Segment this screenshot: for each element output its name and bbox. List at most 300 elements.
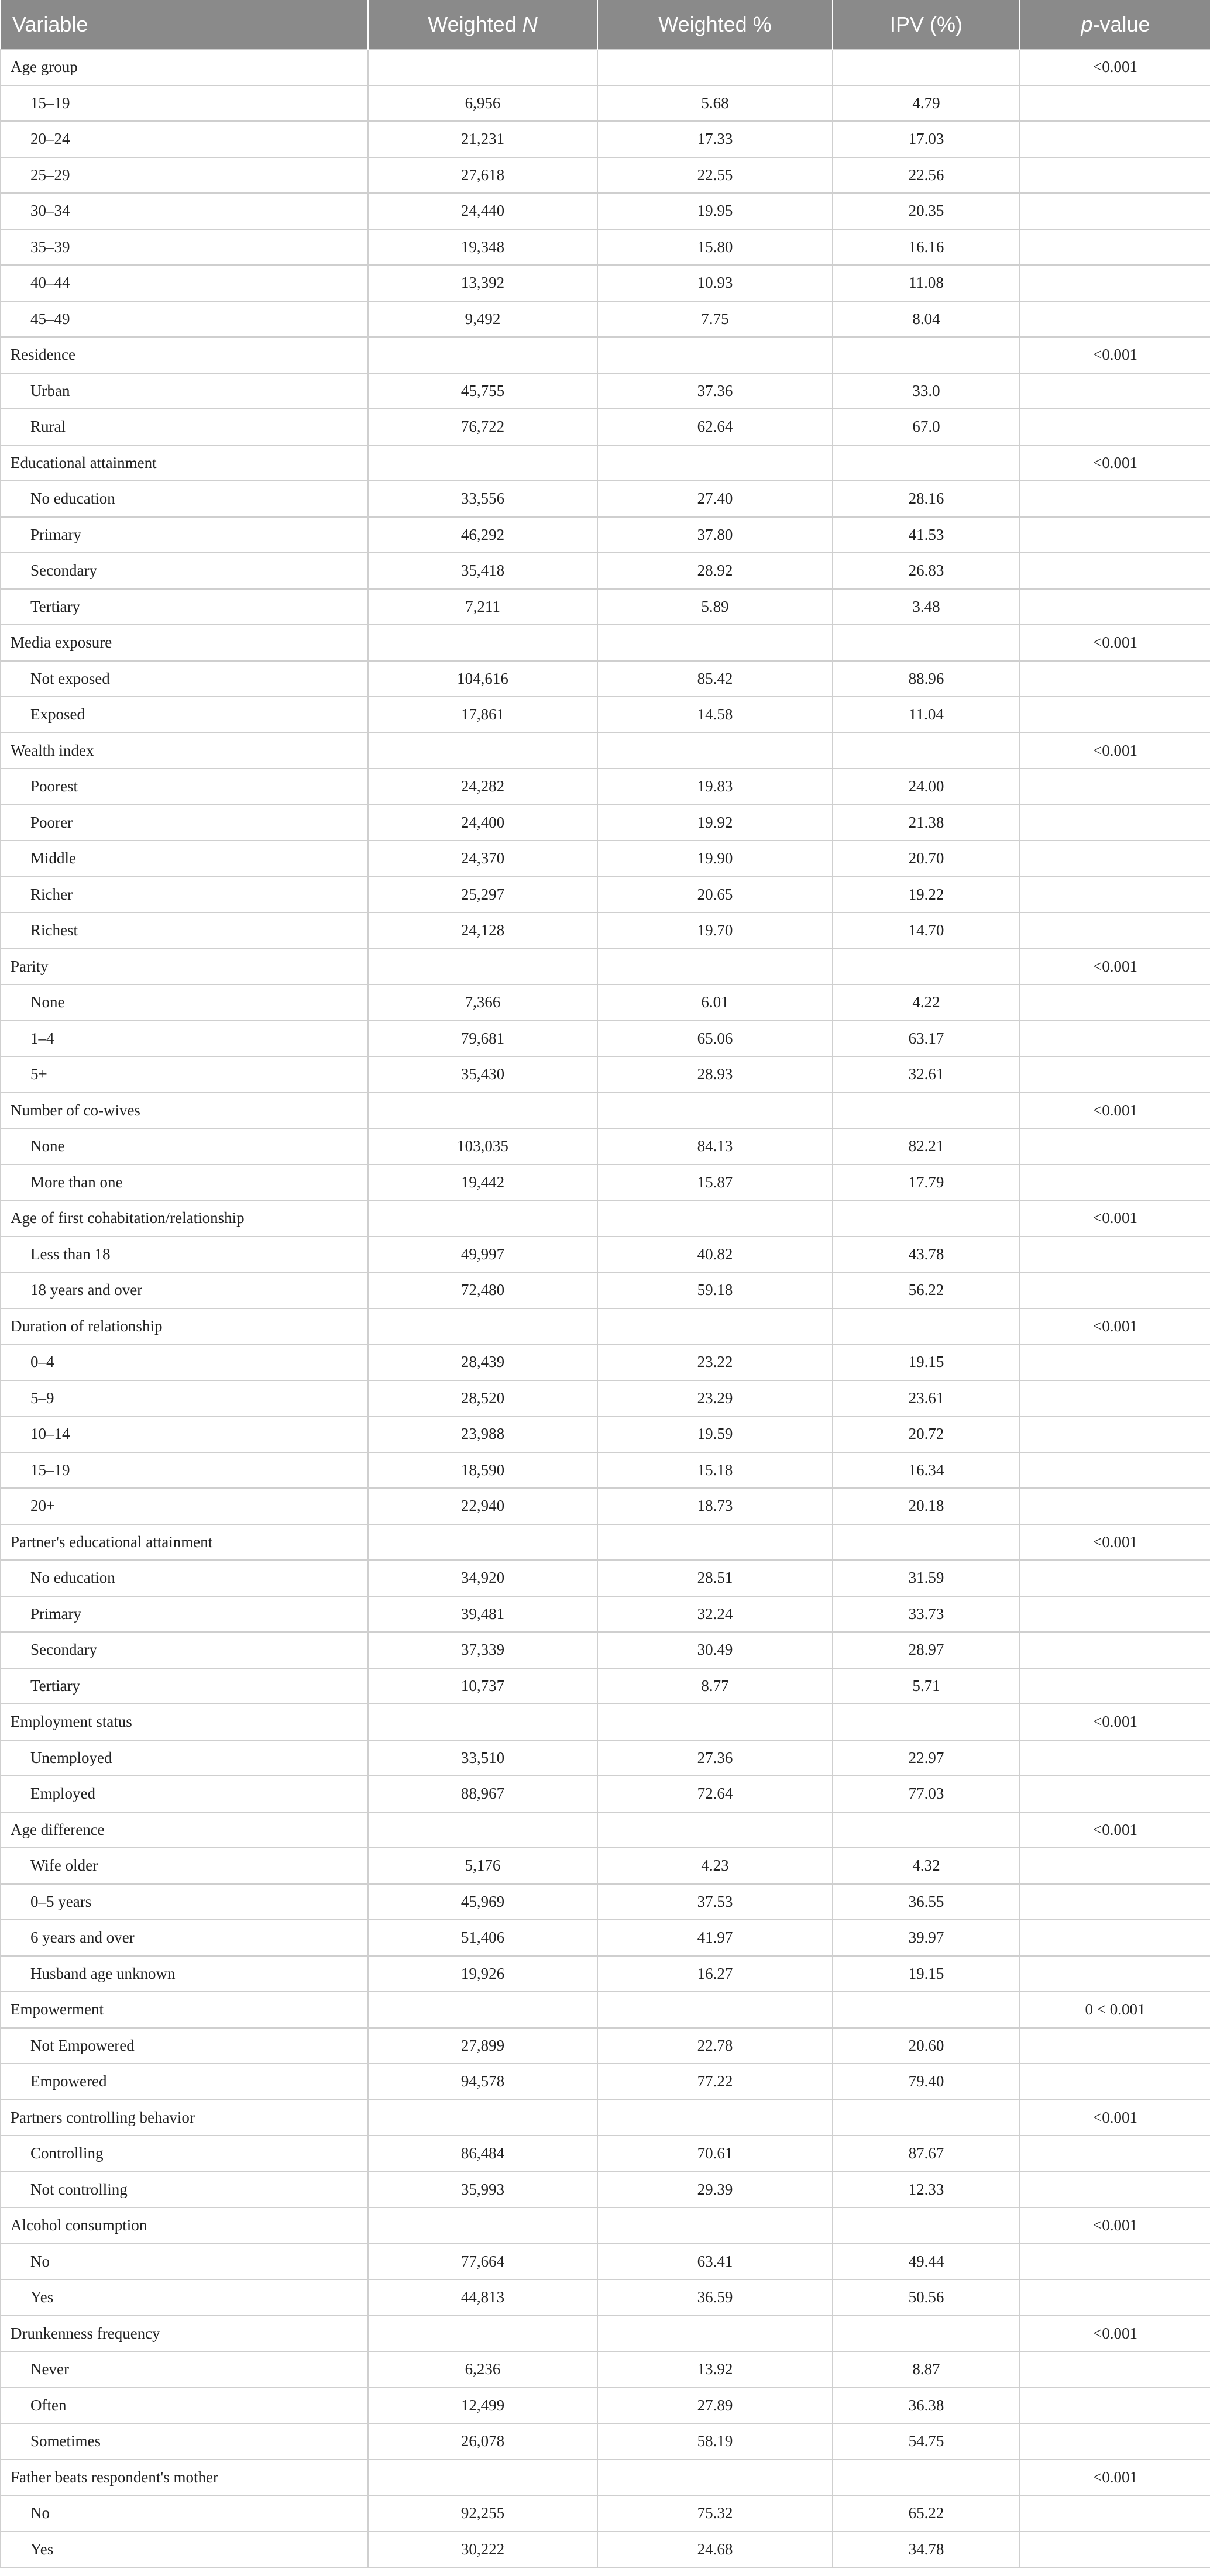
table-row [1, 1452, 1210, 1489]
cell-weighted-n: 27,899 [368, 2028, 597, 2064]
cell-weighted-n: 37,339 [368, 1632, 597, 1668]
cell-weighted-n: 33,510 [368, 1740, 597, 1776]
cell-ipv: 5.71 [833, 1668, 1020, 1704]
cell-weighted-percent: 23.29 [597, 1380, 833, 1417]
cell-p-value: <0.001 [1020, 949, 1210, 985]
cell-variable: Age difference [1, 1812, 368, 1848]
cell-weighted-percent [597, 733, 833, 769]
cell-p-value [1020, 1380, 1210, 1417]
cell-weighted-n [368, 337, 597, 373]
table-row [1, 1632, 1210, 1668]
cell-p-value [1020, 2423, 1210, 2460]
cell-variable: 35–39 [1, 229, 368, 266]
cell-weighted-n: 18,590 [368, 1452, 597, 1489]
table-group-row [1, 49, 1210, 85]
cell-p-value: <0.001 [1020, 2316, 1210, 2352]
cell-weighted-n: 46,292 [368, 517, 597, 553]
cell-variable: 25–29 [1, 157, 368, 194]
cell-ipv: 22.56 [833, 157, 1020, 194]
cell-p-value [1020, 1488, 1210, 1524]
cell-weighted-n: 25,297 [368, 877, 597, 913]
cell-weighted-percent: 5.68 [597, 85, 833, 122]
cell-weighted-n: 19,926 [368, 1956, 597, 1992]
cell-ipv: 11.04 [833, 697, 1020, 733]
cell-ipv [833, 49, 1020, 85]
cell-variable: No [1, 2244, 368, 2280]
cell-weighted-n: 26,078 [368, 2423, 597, 2460]
cell-p-value: <0.001 [1020, 733, 1210, 769]
cell-variable: Secondary [1, 553, 368, 589]
cell-ipv: 4.22 [833, 984, 1020, 1021]
cell-weighted-n: 44,813 [368, 2279, 597, 2316]
cell-ipv: 63.17 [833, 1021, 1020, 1057]
cell-variable: Educational attainment [1, 445, 368, 481]
cell-ipv: 33.73 [833, 1596, 1020, 1633]
cell-variable: Primary [1, 1596, 368, 1633]
cell-weighted-n [368, 1992, 597, 2028]
table-row [1, 1668, 1210, 1704]
cell-variable: 0–5 years [1, 1884, 368, 1920]
cell-variable: Age group [1, 49, 368, 85]
cell-p-value [1020, 409, 1210, 445]
cell-ipv: 4.32 [833, 1848, 1020, 1884]
cell-weighted-percent: 14.58 [597, 697, 833, 733]
cell-weighted-n: 24,440 [368, 193, 597, 229]
cell-ipv [833, 2207, 1020, 2244]
table-row [1, 121, 1210, 157]
table-row [1, 1956, 1210, 1992]
cell-weighted-n: 13,392 [368, 265, 597, 301]
cell-weighted-n [368, 1200, 597, 1237]
cell-weighted-n: 7,366 [368, 984, 597, 1021]
cell-weighted-percent [597, 1524, 833, 1561]
cell-p-value: <0.001 [1020, 1704, 1210, 1740]
cell-ipv [833, 733, 1020, 769]
cell-weighted-n: 24,128 [368, 912, 597, 949]
table-group-row [1, 733, 1210, 769]
cell-variable: 1–4 [1, 1021, 368, 1057]
cell-weighted-percent: 19.90 [597, 841, 833, 877]
cell-ipv: 3.48 [833, 589, 1020, 625]
table-row [1, 85, 1210, 122]
table-row [1, 984, 1210, 1021]
cell-weighted-percent: 24.68 [597, 2532, 833, 2568]
table-row [1, 1488, 1210, 1524]
cell-p-value [1020, 1632, 1210, 1668]
header-p-value [1020, 0, 1210, 49]
cell-variable: Unemployed [1, 1740, 368, 1776]
cell-ipv: 17.79 [833, 1165, 1020, 1201]
cell-p-value [1020, 2388, 1210, 2424]
cell-variable: Media exposure [1, 625, 368, 661]
cell-variable: Tertiary [1, 589, 368, 625]
cell-variable: Empowerment [1, 1992, 368, 2028]
table-row [1, 2244, 1210, 2280]
table-row [1, 301, 1210, 338]
table-row [1, 157, 1210, 194]
cell-weighted-percent: 70.61 [597, 2136, 833, 2172]
cell-variable: Never [1, 2351, 368, 2388]
table-row [1, 805, 1210, 841]
cell-weighted-n: 35,430 [368, 1056, 597, 1093]
table-row [1, 2136, 1210, 2172]
cell-weighted-n: 6,956 [368, 85, 597, 122]
cell-weighted-percent: 77.22 [597, 2064, 833, 2100]
cell-variable: 15–19 [1, 1452, 368, 1489]
cell-variable: 45–49 [1, 301, 368, 338]
cell-ipv: 65.22 [833, 2495, 1020, 2532]
cell-p-value [1020, 121, 1210, 157]
cell-ipv [833, 1812, 1020, 1848]
cell-variable: Empowered [1, 2064, 368, 2100]
cell-ipv: 79.40 [833, 2064, 1020, 2100]
cell-weighted-n: 92,255 [368, 2495, 597, 2532]
cell-p-value [1020, 661, 1210, 697]
cell-weighted-percent: 17.33 [597, 121, 833, 157]
cell-p-value [1020, 877, 1210, 913]
cell-weighted-n: 9,492 [368, 301, 597, 338]
cell-weighted-percent: 59.18 [597, 1272, 833, 1308]
cell-weighted-n: 79,681 [368, 1021, 597, 1057]
cell-variable: More than one [1, 1165, 368, 1201]
cell-p-value [1020, 2351, 1210, 2388]
cell-variable: Number of co-wives [1, 1093, 368, 1129]
cell-p-value [1020, 2244, 1210, 2280]
cell-weighted-n: 21,231 [368, 121, 597, 157]
table-row [1, 2532, 1210, 2568]
cell-variable: Drunkenness frequency [1, 2316, 368, 2352]
cell-weighted-n: 28,439 [368, 1344, 597, 1380]
cell-variable: None [1, 984, 368, 1021]
table-row [1, 2279, 1210, 2316]
cell-weighted-percent: 19.70 [597, 912, 833, 949]
table-group-row [1, 1200, 1210, 1237]
cell-weighted-n: 104,616 [368, 661, 597, 697]
cell-weighted-n: 24,400 [368, 805, 597, 841]
cell-weighted-n [368, 49, 597, 85]
table-row [1, 1056, 1210, 1093]
cell-variable: Poorer [1, 805, 368, 841]
cell-weighted-percent: 41.97 [597, 1920, 833, 1956]
cell-variable: Tertiary [1, 1668, 368, 1704]
cell-variable: 6 years and over [1, 1920, 368, 1956]
cell-variable: 5+ [1, 1056, 368, 1093]
cell-ipv: 36.38 [833, 2388, 1020, 2424]
cell-weighted-percent [597, 1812, 833, 1848]
cell-weighted-percent: 85.42 [597, 661, 833, 697]
table-row [1, 1596, 1210, 1633]
cell-p-value: <0.001 [1020, 2207, 1210, 2244]
cell-weighted-n: 12,499 [368, 2388, 597, 2424]
cell-ipv: 4.79 [833, 85, 1020, 122]
table-header [1, 0, 1210, 49]
cell-weighted-percent: 36.59 [597, 2279, 833, 2316]
table-row [1, 769, 1210, 805]
cell-ipv: 14.70 [833, 912, 1020, 949]
cell-p-value: <0.001 [1020, 337, 1210, 373]
cell-weighted-percent: 19.83 [597, 769, 833, 805]
cell-ipv: 20.70 [833, 841, 1020, 877]
table-row [1, 2423, 1210, 2460]
cell-variable: Not Empowered [1, 2028, 368, 2064]
cell-ipv: 21.38 [833, 805, 1020, 841]
cell-weighted-n: 24,370 [368, 841, 597, 877]
cell-ipv: 8.87 [833, 2351, 1020, 2388]
cell-p-value [1020, 2532, 1210, 2568]
cell-ipv: 56.22 [833, 1272, 1020, 1308]
cell-variable: No [1, 2495, 368, 2532]
cell-variable: 10–14 [1, 1416, 368, 1452]
cell-weighted-percent: 72.64 [597, 1776, 833, 1812]
table-group-row [1, 1812, 1210, 1848]
cell-ipv: 20.72 [833, 1416, 1020, 1452]
cell-ipv [833, 2460, 1020, 2496]
cell-weighted-percent: 15.87 [597, 1165, 833, 1201]
cell-weighted-percent: 40.82 [597, 1237, 833, 1273]
cell-p-value [1020, 373, 1210, 409]
table-row [1, 1272, 1210, 1308]
cell-p-value [1020, 229, 1210, 266]
cell-ipv: 22.97 [833, 1740, 1020, 1776]
table-row [1, 877, 1210, 913]
cell-weighted-n: 27,618 [368, 157, 597, 194]
cell-ipv: 17.03 [833, 121, 1020, 157]
cell-ipv: 77.03 [833, 1776, 1020, 1812]
cell-ipv [833, 2316, 1020, 2352]
cell-ipv: 67.0 [833, 409, 1020, 445]
header-weighted-n-prefix: Weighted [428, 12, 522, 36]
cell-weighted-percent [597, 625, 833, 661]
cell-p-value: <0.001 [1020, 445, 1210, 481]
cell-weighted-percent: 27.40 [597, 481, 833, 517]
cell-variable: Partners controlling behavior [1, 2100, 368, 2136]
cell-weighted-n: 88,967 [368, 1776, 597, 1812]
table-row [1, 2172, 1210, 2208]
cell-weighted-n: 39,481 [368, 1596, 597, 1633]
cell-weighted-n [368, 1093, 597, 1129]
cell-weighted-percent: 65.06 [597, 1021, 833, 1057]
cell-ipv: 24.00 [833, 769, 1020, 805]
cell-ipv: 19.15 [833, 1344, 1020, 1380]
cell-variable: Richest [1, 912, 368, 949]
cell-p-value [1020, 1596, 1210, 1633]
cell-weighted-n [368, 625, 597, 661]
cell-p-value [1020, 912, 1210, 949]
cell-weighted-percent: 58.19 [597, 2423, 833, 2460]
table-row [1, 1776, 1210, 1812]
table-group-row [1, 2316, 1210, 2352]
table-row [1, 2351, 1210, 2388]
cell-ipv: 20.35 [833, 193, 1020, 229]
table-body [1, 49, 1210, 2567]
cell-variable: No education [1, 1560, 368, 1596]
cell-weighted-percent [597, 445, 833, 481]
cell-weighted-n: 28,520 [368, 1380, 597, 1417]
cell-weighted-percent: 32.24 [597, 1596, 833, 1633]
cell-ipv: 32.61 [833, 1056, 1020, 1093]
cell-p-value [1020, 769, 1210, 805]
cell-p-value: <0.001 [1020, 49, 1210, 85]
header-weighted-n [368, 0, 597, 49]
cell-ipv: 23.61 [833, 1380, 1020, 1417]
table-row [1, 553, 1210, 589]
cell-weighted-n [368, 1308, 597, 1345]
cell-variable: Residence [1, 337, 368, 373]
cell-weighted-n [368, 1524, 597, 1561]
cell-weighted-n: 49,997 [368, 1237, 597, 1273]
cell-ipv: 31.59 [833, 1560, 1020, 1596]
table-group-row [1, 1992, 1210, 2028]
cell-variable: 40–44 [1, 265, 368, 301]
cell-variable: Employment status [1, 1704, 368, 1740]
table-group-row [1, 2100, 1210, 2136]
cell-p-value [1020, 1056, 1210, 1093]
header-row [1, 0, 1210, 49]
cell-p-value: 0 < 0.001 [1020, 1992, 1210, 2028]
table-row [1, 2495, 1210, 2532]
cell-ipv: 16.16 [833, 229, 1020, 266]
cell-p-value [1020, 481, 1210, 517]
cell-ipv: 19.15 [833, 1956, 1020, 1992]
cell-weighted-n: 103,035 [368, 1128, 597, 1165]
cell-weighted-n [368, 445, 597, 481]
cell-weighted-n: 51,406 [368, 1920, 597, 1956]
cell-weighted-percent: 29.39 [597, 2172, 833, 2208]
cell-weighted-n: 45,969 [368, 1884, 597, 1920]
cell-ipv: 28.97 [833, 1632, 1020, 1668]
cell-ipv [833, 1704, 1020, 1740]
cell-weighted-n: 45,755 [368, 373, 597, 409]
cell-weighted-n: 19,348 [368, 229, 597, 266]
cell-variable: 20–24 [1, 121, 368, 157]
cell-weighted-percent: 20.65 [597, 877, 833, 913]
cell-weighted-n: 94,578 [368, 2064, 597, 2100]
cell-weighted-percent: 37.53 [597, 1884, 833, 1920]
cell-variable: Richer [1, 877, 368, 913]
cell-p-value [1020, 301, 1210, 338]
cell-ipv: 8.04 [833, 301, 1020, 338]
cell-p-value [1020, 2064, 1210, 2100]
table-row [1, 912, 1210, 949]
cell-ipv: 34.78 [833, 2532, 1020, 2568]
cell-p-value: <0.001 [1020, 1200, 1210, 1237]
header-p-value-suffix: -value [1092, 12, 1150, 36]
cell-variable: Exposed [1, 697, 368, 733]
cell-weighted-n [368, 2460, 597, 2496]
cell-weighted-percent [597, 2207, 833, 2244]
cell-weighted-percent [597, 1704, 833, 1740]
cell-variable: 5–9 [1, 1380, 368, 1417]
cell-p-value [1020, 1668, 1210, 1704]
cell-variable: Not exposed [1, 661, 368, 697]
cell-variable: 30–34 [1, 193, 368, 229]
cell-ipv: 11.08 [833, 265, 1020, 301]
cell-weighted-n: 17,861 [368, 697, 597, 733]
table-row [1, 1740, 1210, 1776]
cell-weighted-percent: 37.36 [597, 373, 833, 409]
cell-p-value [1020, 265, 1210, 301]
cell-p-value [1020, 1884, 1210, 1920]
cell-ipv [833, 1200, 1020, 1237]
table-row [1, 1128, 1210, 1165]
cell-p-value [1020, 841, 1210, 877]
header-ipv: IPV (%) [833, 0, 1020, 49]
cell-weighted-n: 77,664 [368, 2244, 597, 2280]
cell-ipv [833, 625, 1020, 661]
cell-p-value [1020, 1021, 1210, 1057]
cell-variable: Alcohol consumption [1, 2207, 368, 2244]
table-group-row [1, 445, 1210, 481]
table-row [1, 841, 1210, 877]
cell-weighted-percent: 37.80 [597, 517, 833, 553]
cell-weighted-n: 76,722 [368, 409, 597, 445]
table-row [1, 2388, 1210, 2424]
cell-weighted-percent: 22.78 [597, 2028, 833, 2064]
cell-ipv: 87.67 [833, 2136, 1020, 2172]
cell-p-value [1020, 2136, 1210, 2172]
table-row [1, 229, 1210, 266]
table-row [1, 1884, 1210, 1920]
cell-p-value [1020, 85, 1210, 122]
cell-ipv [833, 445, 1020, 481]
cell-p-value [1020, 1956, 1210, 1992]
cell-weighted-percent [597, 2100, 833, 2136]
cell-weighted-percent: 28.92 [597, 553, 833, 589]
table-row [1, 2064, 1210, 2100]
cell-weighted-percent: 7.75 [597, 301, 833, 338]
cell-p-value [1020, 1237, 1210, 1273]
cell-weighted-n [368, 949, 597, 985]
cell-ipv [833, 1093, 1020, 1129]
cell-weighted-percent: 28.93 [597, 1056, 833, 1093]
cell-variable: Wife older [1, 1848, 368, 1884]
cell-p-value [1020, 193, 1210, 229]
table-row [1, 1380, 1210, 1417]
cell-p-value [1020, 984, 1210, 1021]
cell-variable: Age of first cohabitation/relationship [1, 1200, 368, 1237]
cell-weighted-n: 34,920 [368, 1560, 597, 1596]
cell-ipv: 41.53 [833, 517, 1020, 553]
cell-variable: Rural [1, 409, 368, 445]
header-weighted-n-italic: N [522, 12, 538, 36]
cell-ipv: 12.33 [833, 2172, 1020, 2208]
cell-variable: Yes [1, 2532, 368, 2568]
table-group-row [1, 2207, 1210, 2244]
cell-ipv: 16.34 [833, 1452, 1020, 1489]
cell-weighted-n: 10,737 [368, 1668, 597, 1704]
cell-weighted-percent: 23.22 [597, 1344, 833, 1380]
table-row [1, 1165, 1210, 1201]
cell-variable: 20+ [1, 1488, 368, 1524]
cell-variable: Often [1, 2388, 368, 2424]
cell-p-value [1020, 697, 1210, 733]
cell-weighted-n [368, 2207, 597, 2244]
cell-p-value [1020, 1165, 1210, 1201]
cell-p-value [1020, 1452, 1210, 1489]
cell-weighted-percent: 15.18 [597, 1452, 833, 1489]
cell-p-value [1020, 157, 1210, 194]
cell-variable: Employed [1, 1776, 368, 1812]
cell-variable: Partner's educational attainment [1, 1524, 368, 1561]
cell-ipv: 36.55 [833, 1884, 1020, 1920]
cell-ipv [833, 1524, 1020, 1561]
cell-variable: No education [1, 481, 368, 517]
cell-ipv: 50.56 [833, 2279, 1020, 2316]
table-row [1, 517, 1210, 553]
cell-p-value [1020, 589, 1210, 625]
table-group-row [1, 1704, 1210, 1740]
table-row [1, 2028, 1210, 2064]
